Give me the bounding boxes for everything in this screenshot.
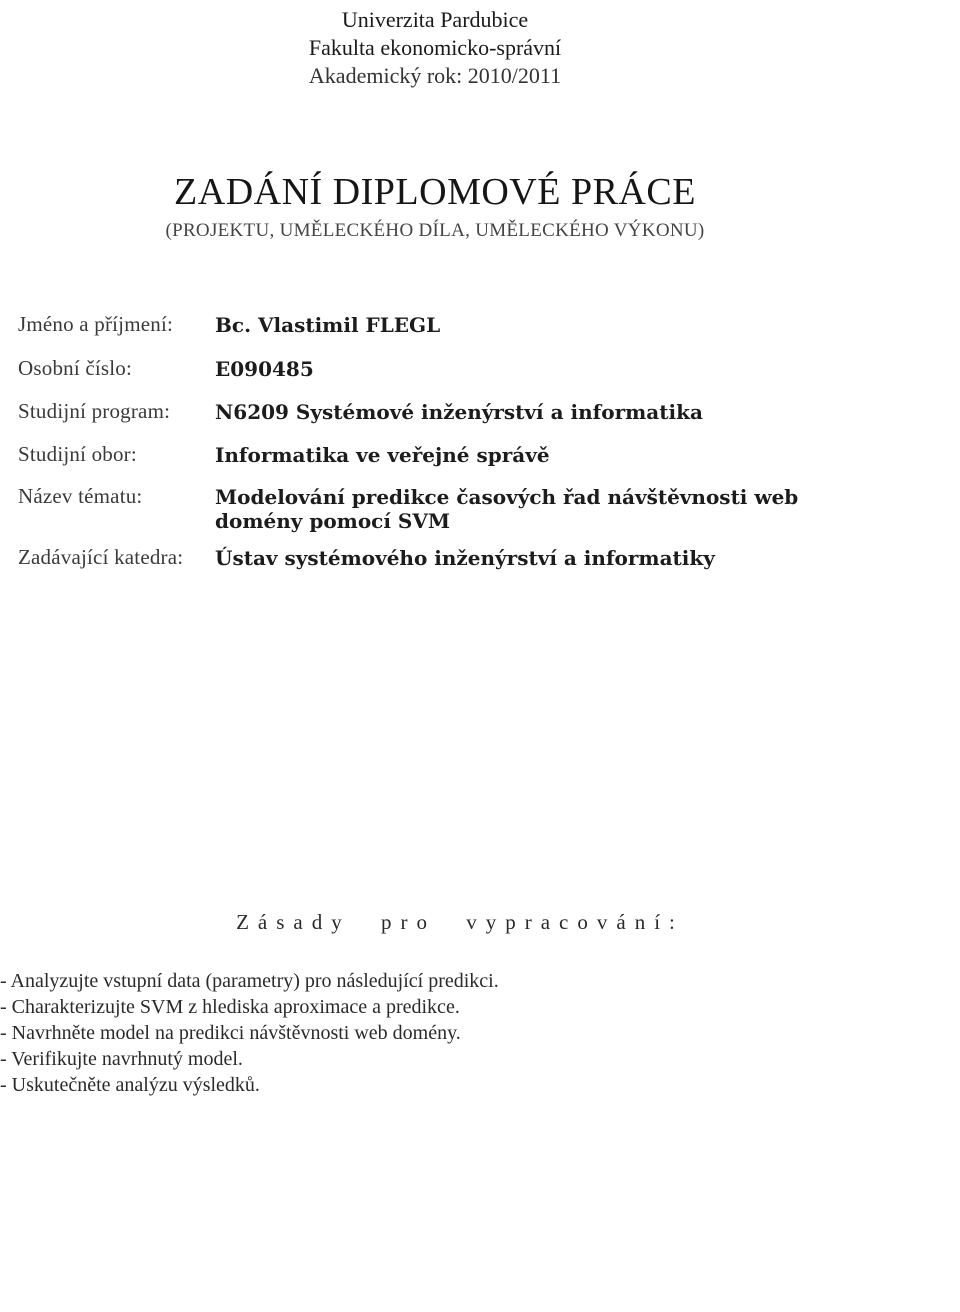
department-label: Zadávající katedra: xyxy=(18,545,184,569)
study-program-label: Studijní program: xyxy=(18,399,171,423)
guidelines-list xyxy=(0,968,499,1098)
topic-value-line-2: domény pomocí SVM xyxy=(215,509,450,533)
document-title: ZADÁNÍ DIPLOMOVÉ PRÁCE xyxy=(174,171,696,213)
guideline-item: - Navrhněte model na predikci návštěvnosti web domény. xyxy=(0,1022,461,1044)
guideline-item: - Analyzujte vstupní data (parametry) pro následující predikci. xyxy=(0,970,499,992)
guideline-item: - Charakterizujte SVM z hlediska aproximace a predikce. xyxy=(0,996,460,1018)
document-header xyxy=(140,6,730,90)
topic-value xyxy=(215,485,835,533)
personal-number-label: Osobní číslo: xyxy=(18,356,133,380)
guidelines-heading: Zásady pro vypracování: xyxy=(236,910,684,934)
name-value: Bc. Vlastimil FLEGL xyxy=(215,313,441,337)
study-program-value: N6209 Systémové inženýrství a informatika xyxy=(215,400,703,424)
name-label: Jméno a příjmení: xyxy=(18,312,174,336)
university-name: Univerzita Pardubice xyxy=(341,7,529,32)
guideline-item: - Verifikujte navrhnutý model. xyxy=(0,1048,243,1070)
personal-number-value: E090485 xyxy=(215,357,314,381)
department-value: Ústav systémového inženýrství a informatiky xyxy=(215,546,715,570)
topic-label: Název tématu: xyxy=(18,484,143,508)
study-field-value: Informatika ve veřejné správě xyxy=(215,443,550,467)
topic-value-line-1: Modelování predikce časových řad návštěvnosti web xyxy=(215,485,799,509)
study-field-label: Studijní obor: xyxy=(18,442,137,466)
academic-year: Akademický rok: 2010/2011 xyxy=(308,63,562,88)
faculty-name: Fakulta ekonomicko-správní xyxy=(308,35,562,60)
guideline-item: - Uskutečněte analýzu výsledků. xyxy=(0,1074,260,1096)
document-subtitle: (PROJEKTU, UMĚLECKÉHO DÍLA, UMĚLECKÉHO VÝKONU) xyxy=(165,220,705,241)
